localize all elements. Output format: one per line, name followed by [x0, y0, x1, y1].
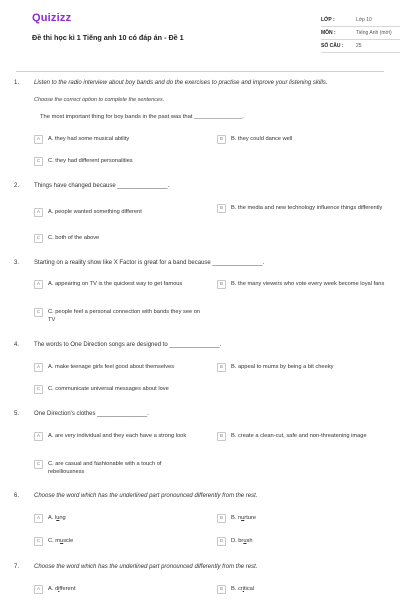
- option-letter-box: A: [34, 135, 43, 144]
- option-letter-box: D: [217, 537, 226, 546]
- option-text: B. create a clean-cut, safe and non-threatening image: [231, 433, 367, 439]
- question-number: 6.: [14, 493, 20, 499]
- question-text: One Direction's clothes _______________.: [34, 411, 149, 417]
- meta-value: Tiếng Anh (mới): [356, 30, 392, 36]
- meta-label: LỚP :: [321, 17, 335, 23]
- option-text: A. appearing on TV is the quickest way to get famous: [48, 281, 183, 287]
- option-letter-box: A: [34, 280, 43, 289]
- option-a[interactable]: [34, 432, 204, 441]
- option-text: C. they had different personalities: [48, 158, 133, 164]
- option-letter-box: B: [217, 204, 226, 213]
- option-text: B. nurture: [231, 515, 256, 521]
- question-number: 5.: [14, 411, 20, 417]
- worksheet-header: [16, 0, 392, 64]
- option-letter-box: B: [217, 363, 226, 372]
- question-text: Things have changed because _______________.: [34, 183, 170, 189]
- option-text: D. brush: [231, 538, 253, 544]
- option-text: C. communicate universal messages about love: [48, 386, 169, 392]
- quizizz-logo: Quizizz: [32, 12, 72, 24]
- option-text: A. people wanted something different: [48, 209, 142, 215]
- option-letter-box: A: [34, 208, 43, 217]
- option-c[interactable]: [34, 385, 204, 394]
- option-c[interactable]: [34, 234, 204, 243]
- option-letter-box: B: [217, 432, 226, 441]
- option-c[interactable]: [34, 157, 204, 166]
- option-text: B. they could dance well: [231, 136, 293, 142]
- option-text: C. both of the above: [48, 235, 100, 241]
- meta-table: [321, 14, 400, 53]
- option-c[interactable]: [34, 308, 204, 325]
- question-number: 1.: [14, 80, 20, 86]
- option-letter-box: A: [34, 585, 43, 594]
- option-letter-box: B: [217, 135, 226, 144]
- option-a[interactable]: [34, 280, 204, 289]
- option-text: B. the media and new technology influence things differently: [231, 205, 383, 211]
- meta-value: Lớp 10: [356, 17, 372, 23]
- question-number: 4.: [14, 342, 20, 348]
- meta-value: 25: [356, 43, 362, 49]
- meta-label: MÔN :: [321, 30, 336, 36]
- question-number: 7.: [14, 564, 20, 570]
- option-b[interactable]: [217, 280, 387, 289]
- option-a[interactable]: [34, 208, 204, 217]
- option-letter-box: A: [34, 363, 43, 372]
- option-letter-box: B: [217, 280, 226, 289]
- option-letter-box: C: [34, 157, 43, 166]
- meta-row-class: [321, 14, 400, 27]
- question-text: The words to One Direction songs are designed to _______________.: [34, 342, 222, 348]
- option-text: A. are very individual and they each have a strong look: [48, 433, 187, 439]
- option-b[interactable]: [217, 585, 387, 594]
- option-letter-box: A: [34, 432, 43, 441]
- option-text: C. muscle: [48, 538, 74, 544]
- question-number: 2.: [14, 183, 20, 189]
- question-sentence: The most important thing for boy bands in the past was that _______________.: [40, 114, 244, 120]
- question-text: Listen to the radio interview about boy bands and do the exercises to practise and improve your listening skills.: [34, 80, 328, 86]
- option-a[interactable]: [34, 363, 204, 372]
- option-b[interactable]: [217, 514, 387, 523]
- option-letter-box: C: [34, 537, 43, 546]
- header-divider: [16, 71, 384, 72]
- option-c[interactable]: [34, 537, 204, 546]
- question-number: 3.: [14, 260, 20, 266]
- question-text: Choose the word which has the underlined part pronounced differently from the rest.: [34, 564, 258, 570]
- option-a[interactable]: [34, 135, 204, 144]
- option-b[interactable]: [217, 363, 387, 372]
- option-text: A. different: [48, 586, 76, 592]
- option-text: A. lung: [48, 515, 66, 521]
- option-b[interactable]: [217, 432, 387, 441]
- question-text: Choose the word which has the underlined part pronounced differently from the rest.: [34, 493, 258, 499]
- page-title: Đề thi học kì 1 Tiếng anh 10 có đáp án - Đề 1: [32, 33, 184, 42]
- option-letter-box: C: [34, 234, 43, 243]
- option-letter-box: C: [34, 308, 43, 317]
- option-text: C. people feel a personal connection with bands they see on TV: [48, 309, 201, 324]
- option-text: A. they had some musical ability: [48, 136, 130, 142]
- option-text: C. are casual and fashionable with a touch of rebelliousness: [48, 461, 162, 476]
- option-letter-box: A: [34, 514, 43, 523]
- meta-row-subject: [321, 27, 400, 40]
- question-instruction: Choose the correct option to complete the sentences.: [34, 97, 165, 103]
- option-b[interactable]: [217, 204, 387, 213]
- option-b[interactable]: [217, 135, 387, 144]
- meta-label: SỐ CÂU :: [321, 43, 344, 49]
- option-letter-box: C: [34, 385, 43, 394]
- option-a[interactable]: [34, 514, 204, 523]
- meta-row-count: [321, 40, 400, 53]
- option-text: B. the many viewers who vote every week become loyal fans: [231, 281, 385, 287]
- option-text: B. appeal to mums by being a bit cheeky: [231, 364, 334, 370]
- option-c[interactable]: [34, 460, 204, 477]
- question-text: Starting on a reality show like X Factor is great for a band because _______________.: [34, 260, 265, 266]
- option-letter-box: B: [217, 585, 226, 594]
- option-text: A. make teenage girls feel good about themselves: [48, 364, 175, 370]
- option-letter-box: B: [217, 514, 226, 523]
- option-a[interactable]: [34, 585, 204, 594]
- option-letter-box: C: [34, 460, 43, 469]
- option-d[interactable]: [217, 537, 387, 546]
- option-text: B. critical: [231, 586, 255, 592]
